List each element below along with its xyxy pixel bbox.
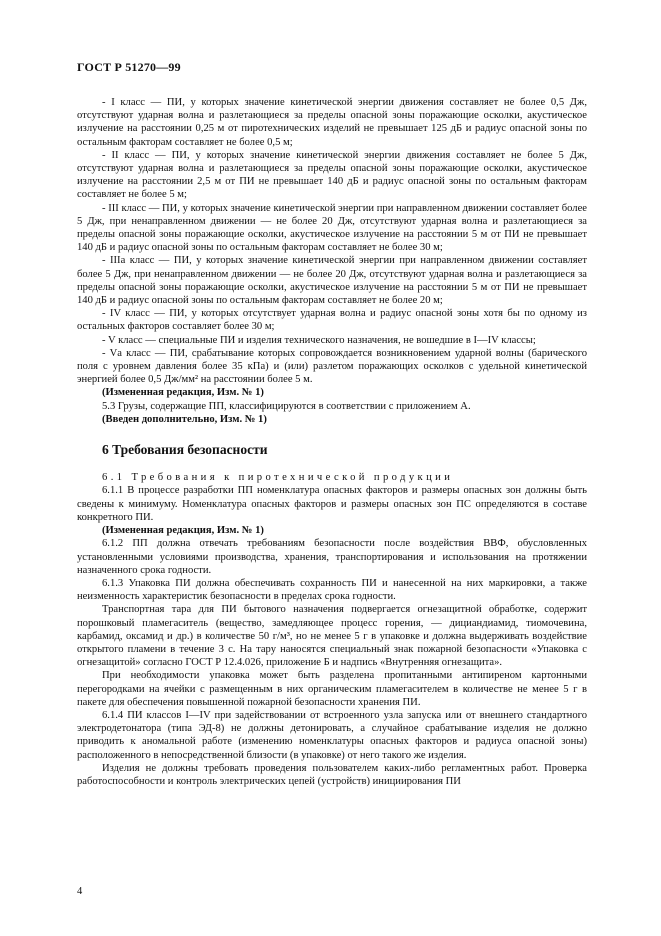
clause-6-1-4: 6.1.4 ПИ классов I—IV при задействовании от встроенного узла запуска или от внешнего стандартного электродетонатора (типа ЭД-8) не должны детонировать, а случайное срабатывание изделия не должно приводить к аномальной работе (изменению номенклатуры опасных факторов и радиуса опасной зоны) расположенного в непосредственной близости (в упаковке) от него такого же изделия. xyxy=(77,709,587,761)
amendment-note: (Измененная редакция, Изм. № 1) xyxy=(102,387,264,399)
class-iii-paragraph: - III класс — ПИ, у которых значение кинетической энергии при направленном движении составляет более 5 Дж, при ненаправленном движении — не более 20 Дж, отсутствуют ударная волна и разлетающиеся за пределы опасной зоны поражающие осколки, акустическое излучение на расстоянии 5 м от ПИ не превышает 140 дБ и радиус опасной зоны по остальным факторам составляет не более 30 м; xyxy=(77,202,587,254)
class-ii-paragraph: - II класс — ПИ, у которых значение кинетической энергии движения составляет не более 5 Дж, отсутствуют ударная волна и разлетающиеся за пределы опасной зоны поражающие осколки, акустическое излучение на расстоянии 2,5 м от ПИ не превышает 140 дБ и радиус опасной зоны по остальным факторам составляет не более 5 м; xyxy=(77,149,587,201)
clause-6-1-2: 6.1.2 ПП должна отвечать требованиям безопасности после воздействия ВВФ, обусловленных установленными условиями производства, хранения, транспортирования и использования на протяжении назначенного срока годности. xyxy=(77,538,587,576)
page-number: 4 xyxy=(77,886,83,897)
addition-note: (Введен дополнительно, Изм. № 1) xyxy=(102,413,267,425)
class-iv-paragraph: - IV класс — ПИ, у которых отсутствует ударная волна и радиус опасной зоны хотя бы по одному из остальных факторов составляет более 30 м; xyxy=(77,308,587,333)
section-title: 6 Требования безопасности xyxy=(102,442,268,458)
transport-packaging-paragraph: Транспортная тара для ПИ бытового назначения подвергается огнезащитной обработке, содержит порошковый пламегаситель (вещество, замедляющее процесс горения, — дициандиамид, тиомочевина, карбамид, оксамид и др.) в количестве 50 г/м³, но не менее 5 г в упаковке и должна выдерживать воздействие открытого пламени в течение 3 с. На тару наносятся специальный знак пожарной безопасности «Упаковка с огнезащитой» согласно ГОСТ Р 12.4.026, приложение Б и надпись «Внутренняя огнезащита». xyxy=(77,604,587,669)
clause-6-1-1: 6.1.1 В процессе разработки ПП номенклатура опасных факторов и размеры опасных зон должны быть сведены к минимуму. Номенклатура опасных факторов и размеры опасных зон ПС определяются в составе конкретного ПИ. xyxy=(77,485,587,523)
class-i-paragraph: - I класс — ПИ, у которых значение кинетической энергии движения составляет не более 0,5 Дж, отсутствуют ударная волна и разлетающиеся за пределы опасной зоны поражающие осколки, акустическое излучение на расстоянии 0,25 м от пиротехнических изделий не превышает 125 дБ и радиус опасной зоны по остальным факторам составляет не более 0,5 м; xyxy=(77,97,587,148)
class-v-paragraph: - V класс — специальные ПИ и изделия технического назначения, не вошедшие в I—IV классы; xyxy=(102,334,536,346)
document-header: ГОСТ Р 51270—99 xyxy=(77,60,181,74)
packaging-partition-paragraph: При необходимости упаковка может быть разделена пропитанными антипиреном картонными перегородками на ячейки с размещенным в них органическим пламегасителем в количестве не менее 5 г в пакете для обеспечения повышенной пожарной безопасности хранения ПИ. xyxy=(77,670,587,708)
maintenance-paragraph: Изделия не должны требовать проведения пользователем каких-либо регламентных работ. Проверка работоспособности и контроль электрических цепей (устройств) инициирования ПИ xyxy=(77,762,587,787)
class-iiia-paragraph: - IIIа класс — ПИ, у которых значение кинетической энергии при направленном движении составляет более 5 Дж, при ненаправленном движении — не более 20 Дж, отсутствуют ударная волна и разлетающиеся за пределы опасной зоны поражающие осколки, акустическое излучение на расстоянии 5 м от ПИ не превышает 140 дБ и радиус опасной зоны по остальным факторам составляет не более 20 м; xyxy=(77,255,587,307)
clause-6-1-3: 6.1.3 Упаковка ПИ должна обеспечивать сохранность ПИ и нанесенной на них маркировки, а также неизменность характеристик безопасности в пределах срока годности. xyxy=(77,577,587,603)
document-body xyxy=(77,96,587,788)
subsection-6-1-title: 6.1 Требования к пиротехнической продукции xyxy=(102,472,454,484)
clause-5-3: 5.3 Грузы, содержащие ПП, классифицируются в соответствии с приложением А. xyxy=(102,400,471,412)
class-va-paragraph: - Vа класс — ПИ, срабатывание которых сопровождается возникновением ударной волны (барического поля с уровнем давления более 35 кПа) и (или) разлетом поражающих осколков с удельной кинетической энергией более 0,5 Дж/мм² на расстоянии более 5 м. xyxy=(77,347,587,386)
amendment-note-2: (Измененная редакция, Изм. № 1) xyxy=(102,525,264,537)
